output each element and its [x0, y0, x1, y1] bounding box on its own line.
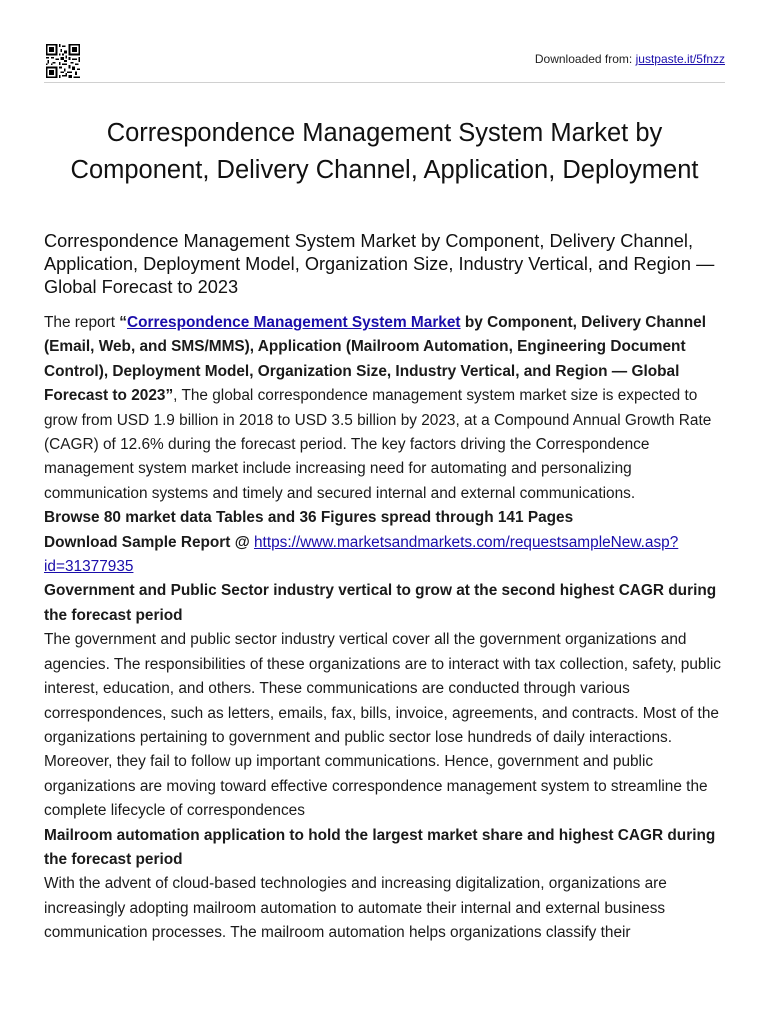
intro-paragraph — [44, 311, 728, 506]
page-subtitle: Correspondence Management System Market by Component, Delivery Channel, Application, Deployment Model, Organization Size, Industry Vertical, and Region — Global Forecast to 2023 — [44, 231, 715, 297]
sample-report-link[interactable]: https://www.marketsandmarkets.com/requestsampleNew.asp?id=31377935 — [44, 533, 679, 576]
section1-heading-text: Government and Public Sector industry vertical to grow at the second highest CAGR during the forecast period — [44, 582, 717, 624]
section1-heading — [44, 579, 728, 628]
intro-text: , The global correspondence management system market size is expected to grow from USD 1.9 billion in 2018 to USD 3.5 billion by 2023, at a Compound Annual Growth Rate (CAGR) of 12.6% during the forecast period. The key factors driving the Correspondence management system market include increasing need for automating and personalizing communication systems and timely and secured internal and external communications. — [44, 387, 712, 502]
downloaded-from — [535, 52, 725, 66]
article-body — [44, 311, 728, 946]
section2-paragraph: With the advent of cloud-based technologies and increasing digitalization, organizations are increasingly adopting mailroom automation to automate their internal and external business communication processes. The mailroom automation helps organizations classify their — [44, 875, 667, 942]
downloaded-label: Downloaded from: — [534, 52, 633, 66]
browse-text: Browse 80 market data Tables and 36 Figures spread through 141 Pages — [44, 509, 574, 527]
qr-code-icon — [46, 44, 80, 78]
page-title: Correspondence Management System Market by Component, Delivery Channel, Application, Deployment — [70, 119, 699, 184]
report-title-rest: by Component, Delivery Channel (Email, Web, and SMS/MMS), Application (Mailroom Automation, Engineering Document Control), Deployment Model, Organization Size, Industry Vertical, and Region — Global Forecast to 2023” — [44, 314, 707, 405]
section2-heading-text: Mailroom automation application to hold the largest market share and highest CAGR during the forecast period — [44, 826, 716, 868]
section1-paragraph: The government and public sector industry vertical cover all the government organizations and agencies. The responsibilities of these organizations are to interact with tax collection, safety, public interest, education, and others. These communications are conducted through various correspondences, such as letters, emails, fax, bills, invoice, agreements, and contracts. Most of the organizations pertaining to government and public sector lose hundreds of daily interactions. Moreover, they fail to follow up important communications. Hence, government and public organizations are moving toward effective correspondence management system to streamline the complete lifecycle of correspondences — [44, 631, 721, 820]
quote-open: “ — [119, 314, 127, 331]
header-divider — [44, 82, 725, 83]
sample-line — [44, 531, 728, 580]
section2-heading — [44, 824, 728, 873]
report-link[interactable]: Correspondence Management System Market — [126, 314, 461, 331]
source-link[interactable]: justpaste.it/5fnzz — [635, 52, 725, 66]
browse-line — [44, 506, 728, 530]
intro-lead: The report — [44, 314, 120, 331]
sample-label: Download Sample Report @ — [44, 533, 254, 551]
